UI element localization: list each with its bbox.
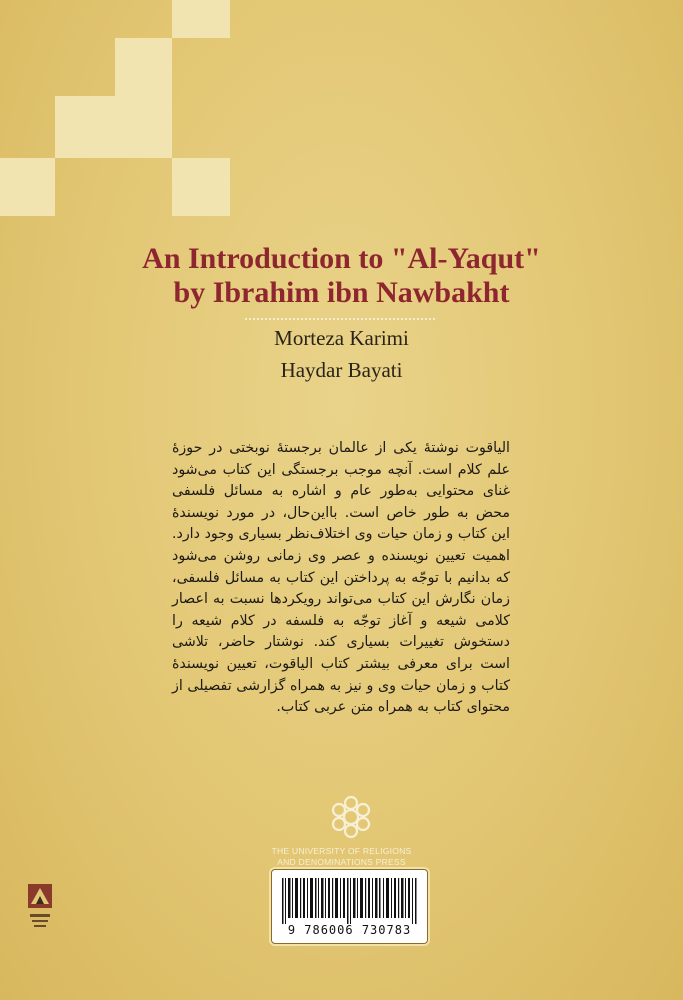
- decor-square: [55, 96, 172, 158]
- book-title: [0, 242, 683, 310]
- publisher-name-line-2: AND DENOMINATIONS PRESS: [277, 857, 406, 867]
- persian-blurb: الیاقوت نوشتهٔ یکی از عالمان برجستهٔ نوبختی در حوزهٔ علم کلام است. آنچه موجب برجستگی این کتاب می‌شود غنای محتوایی به‌طور عام و اشاره به مسائل فلسفی محض به طور خاص است. بااین‌حال، در مورد نویسندهٔ این کتاب و زمان حیات وی اختلاف‌نظر بسیاری وجود دارد. اهمیت تعیین نویسنده و عصر وی زمانی روشن می‌شود که بدانیم با توجّه به پرداختن این کتاب به مسائل فلسفی، زمان نگارش این کتاب می‌تواند رویکردها نسبت به اعصار کلامی شیعه و آغاز توجّه به فلسفه در کلام شیعه را دستخوش تغییرات بسیاری کند. نوشتار حاضر، تلاشی است برای معرفی بیشتر کتاب الیاقوت، تعیین نویسندهٔ کتاب و زمان حیات وی و نیز به همراه گزارشی تفصیلی از محتوای کتاب به همراه متن عربی کتاب.: [172, 440, 510, 716]
- title-line-2: by Ibrahim ibn Nawbakht: [173, 276, 510, 309]
- decor-square: [172, 158, 230, 216]
- barcode-icon: [282, 878, 417, 924]
- corner-logo-icon: [26, 882, 54, 934]
- publisher-name-line-1: THE UNIVERSITY OF RELIGIONS: [271, 846, 412, 856]
- title-line-1: An Introduction to "Al-Yaqut": [142, 242, 541, 275]
- decor-square: [172, 0, 230, 38]
- author-1: Morteza Karimi: [274, 326, 409, 350]
- barcode-label: [271, 869, 428, 944]
- barcode-number: 9 786006 730783: [287, 923, 412, 937]
- author-2: Haydar Bayati: [280, 358, 403, 382]
- decor-square: [115, 38, 172, 96]
- dotted-divider: [245, 318, 435, 320]
- decor-square: [0, 158, 55, 216]
- publisher-emblem-icon: [326, 792, 376, 842]
